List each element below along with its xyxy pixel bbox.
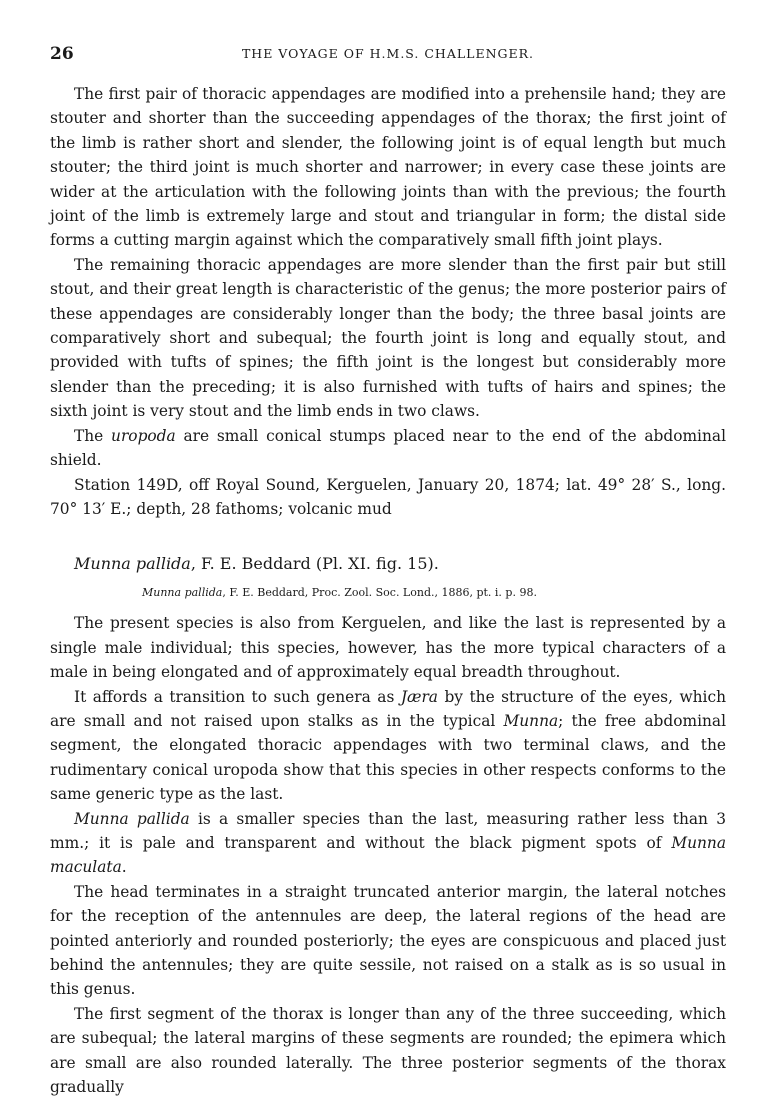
- reference-name: Munna pallida: [142, 586, 223, 600]
- text-run: are small conical stumps placed near to the end of the abdominal shield.: [50, 426, 726, 470]
- running-title: THE VOYAGE OF H.M.S. CHALLENGER.: [241, 46, 535, 61]
- paragraph-transition: [50, 685, 726, 807]
- italic-term: Munna maculata: [50, 833, 726, 877]
- reference-citation: , F. E. Beddard, Proc. Zool. Soc. Lond., 1886, pt. i. p. 98.: [222, 586, 537, 600]
- italic-term: Munna: [503, 711, 559, 730]
- text-run: The: [74, 426, 112, 445]
- species-heading: [50, 552, 726, 576]
- italic-term: uropoda: [111, 426, 176, 445]
- paragraph-thorax: The first segment of the thorax is longer than any of the three succeeding, which are subequal; the lateral margins of these segments are rounded; the epimera which are small are also rounded laterally. The three posterior segments of the thorax gradually: [50, 1004, 726, 1097]
- italic-term: Munna pallida: [74, 809, 190, 828]
- text-run: .: [121, 858, 127, 877]
- paragraph-size: [50, 807, 726, 880]
- paragraph-uropoda: [50, 424, 726, 473]
- text-run: It affords a transition to such genera as: [74, 687, 401, 706]
- paragraph-head: The head terminates in a straight truncated anterior margin, the lateral notches for the reception of the antennules are deep, the lateral regions of the head are pointed anteriorly and rounded posteriorly; the eyes are conspicuous and placed just behind the antennules; they are quite sessile, not raised on a stalk as is so usual in this genus.: [50, 882, 726, 999]
- page-number: 26: [50, 44, 74, 64]
- paragraph-station: Station 149D, off Royal Sound, Kerguelen, January 20, 1874; lat. 49° 28′ S., long. 70° 13′ E.; depth, 28 fathoms; volcanic mud: [50, 475, 726, 518]
- text-run: by the structure of the eyes, which are small and not raised upon stalks as in the typical: [50, 687, 726, 730]
- paragraph-thoracic-appendages: The remaining thoracic appendages are more slender than the first pair but still stout, and their great length is characteristic of the genus; the more posterior pairs of these appendages are considerably longer than the body; the three basal joints are comparatively short and subequal; the fourth joint is long and equally stout, and provided with tufts of spines; the fifth joint is the longest but considerably more slender than the preceding; it is also furnished with tufts of hairs and spines; the sixth joint is very stout and the limb ends in two claws.: [50, 255, 726, 421]
- species-name: Munna pallida: [74, 554, 191, 574]
- italic-term: Jæra: [400, 687, 438, 706]
- text-run: is a smaller species than the last, measuring rather less than 3 mm.; it is pale and transparent and without the black pigment spots of: [50, 809, 726, 852]
- species-authority: , F. E. Beddard (Pl. XI. fig. 15).: [190, 554, 439, 574]
- paragraph-kerguelen: The present species is also from Kerguelen, and like the last is represented by a single male individual; this species, however, has the more typical characters of a male in being elongated and of approximately equal breadth throughout.: [50, 614, 726, 682]
- text-run: ; the free abdominal segment, the elongated thoracic appendages with two terminal claws, and the rudimentary conical uropoda show that this species in other respects conforms to the same generic type as the last.: [50, 711, 726, 804]
- running-head: [50, 44, 726, 66]
- species-reference: [50, 585, 726, 601]
- paragraph-prehensile-hand: The first pair of thoracic appendages are modified into a prehensile hand; they are stouter and shorter than the succeeding appendages of the thorax; the first joint of the limb is rather short and slender, the following joint is of equal length but much stouter; the third joint is much shorter and narrower; in every case these joints are wider at the articulation with the following joints than with the previous; the fourth joint of the limb is extremely large and stout and triangular in form; the distal side forms a cutting margin against which the comparatively small fifth joint plays.: [50, 85, 726, 250]
